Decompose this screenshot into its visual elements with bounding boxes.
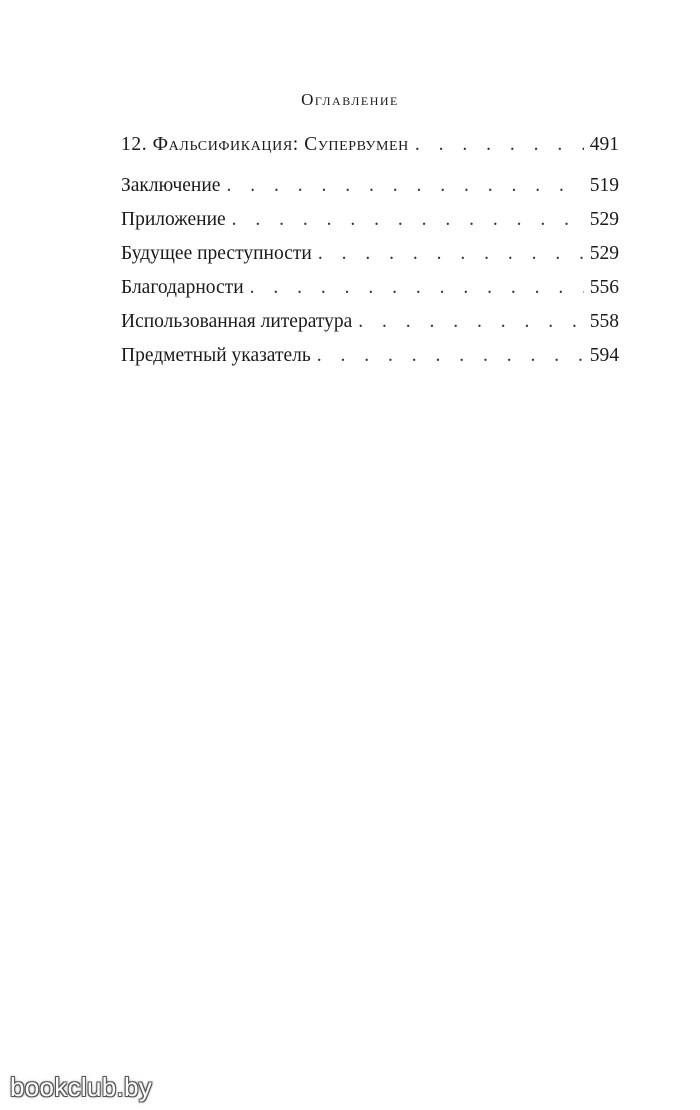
toc-entry-page: 529 <box>589 243 619 264</box>
watermark-logo: bookclub.by <box>10 1072 153 1102</box>
toc-entry-title: Заключение <box>121 175 221 196</box>
toc-dot-leader <box>226 173 583 198</box>
toc-dot-leader <box>358 309 583 334</box>
toc-dot-leader <box>415 132 584 157</box>
toc-dot-leader <box>250 275 584 300</box>
toc-chapter-page: 491 <box>589 134 619 155</box>
toc-chapter-row <box>121 132 619 157</box>
toc-entry-title: Будущее преступности <box>121 243 312 264</box>
toc-chapter-title: 12. Фальсификация: Супервумен <box>121 134 409 155</box>
toc-entry-title: Использованная литература <box>121 311 353 332</box>
toc-entry-page: 519 <box>589 175 619 196</box>
toc-entry <box>121 207 619 232</box>
toc-dot-leader <box>318 241 584 266</box>
toc-entry-title: Предметный указатель <box>121 345 311 366</box>
toc-entry <box>121 309 619 334</box>
toc-dot-leader <box>317 343 584 368</box>
toc-entry-title: Приложение <box>121 209 226 230</box>
toc-entry <box>121 241 619 266</box>
running-head: Оглавление <box>301 90 399 109</box>
table-of-contents <box>121 132 619 377</box>
toc-dot-leader <box>232 207 584 232</box>
toc-entry <box>121 275 619 300</box>
toc-entry-page: 558 <box>589 311 619 332</box>
toc-entry-title: Благодарности <box>121 277 244 298</box>
toc-entry-page: 594 <box>589 345 619 366</box>
toc-entry <box>121 173 619 198</box>
toc-entry <box>121 343 619 368</box>
toc-entry-page: 556 <box>589 277 619 298</box>
toc-entry-page: 529 <box>589 209 619 230</box>
